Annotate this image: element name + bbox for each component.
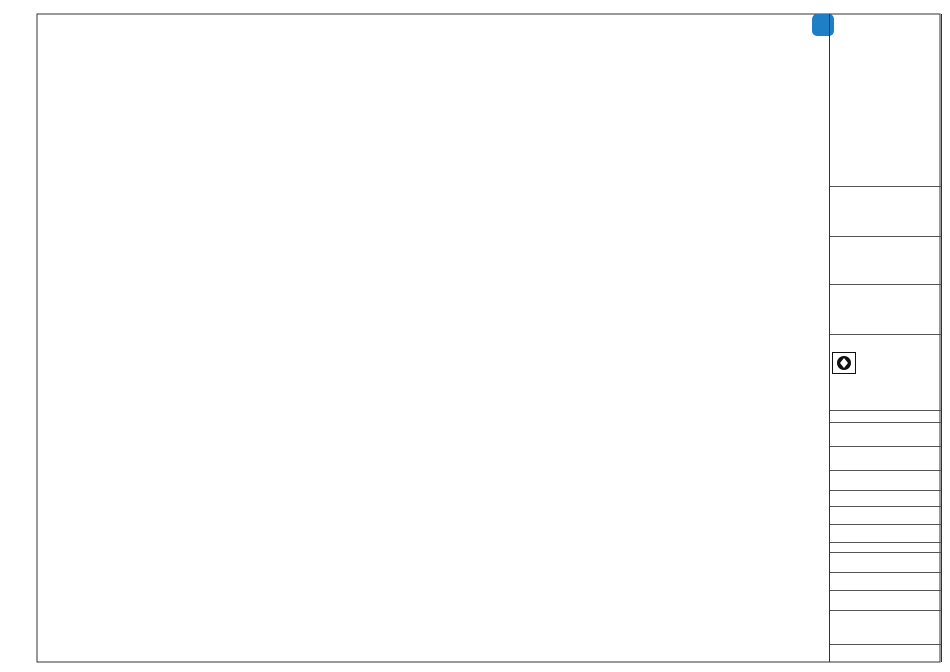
amendment-columns [833,306,938,311]
supervision-cell [830,236,941,284]
consultant-logo-icon [832,352,856,374]
sheet-title-cell [830,610,941,644]
sign-row [830,470,941,490]
title-block [829,14,942,662]
amendment-cell [830,284,941,334]
sign-row [830,524,941,542]
sign-row [830,446,941,470]
sign-row [830,410,941,422]
contractor-cell [830,186,941,236]
sign-row [830,506,941,524]
sign-row [830,490,941,506]
drawing-frame [37,14,940,662]
project-cell [830,552,941,572]
sheet-info-cell [830,644,941,662]
building-cell [830,590,941,610]
sign-row [830,542,941,552]
location-cell [830,572,941,590]
sign-row [830,422,941,446]
